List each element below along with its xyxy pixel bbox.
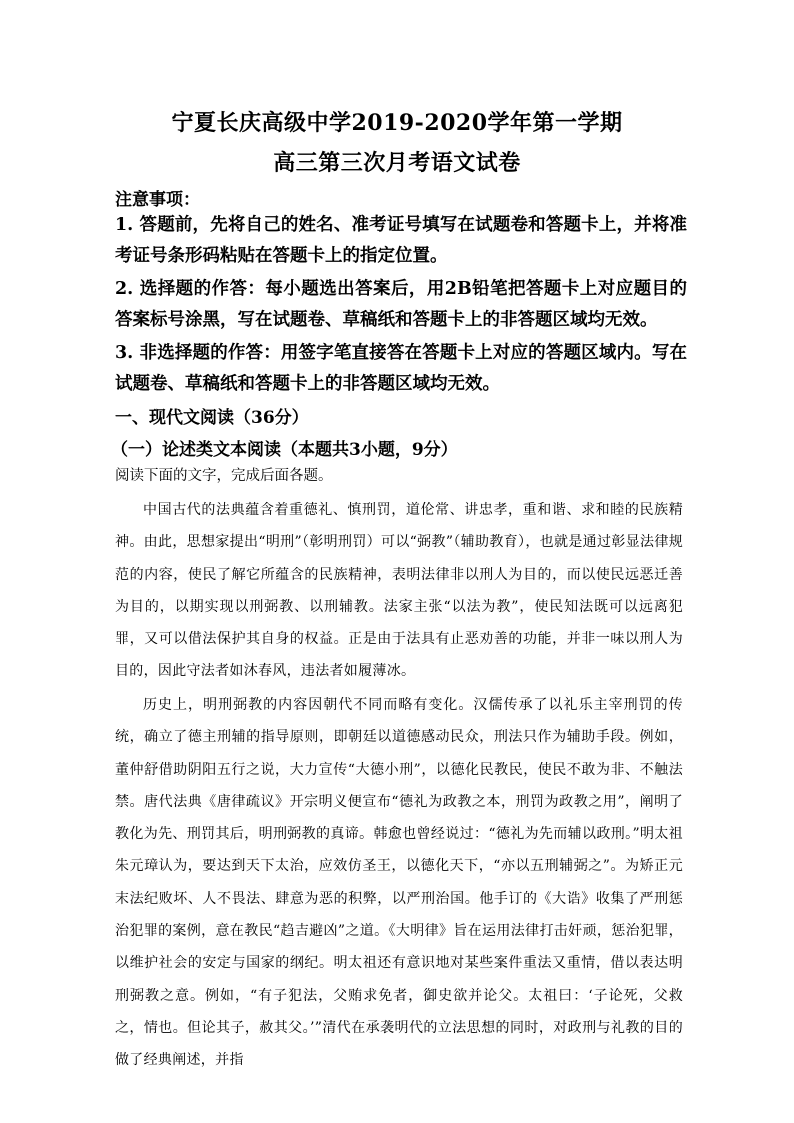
passage-paragraph-2: 历史上，明刑弼教的内容因朝代不同而略有变化。汉儒传承了以礼乐主宰刑罚的传统，确立了德主刑辅的指导原则，即朝廷以道德感动民众，刑法只作为辅助手段。例如，董仲舒借助阴阳五行之说，大力宣传“大德小刑”，以德化民教民，使民不敢为非、不触法禁。唐代法典《唐律疏议》开宗明义便宣布“德礼为政教之本，刑罚为政教之用”，阐明了教化为先、刑罚其后，明刑弼教的真谛。韩愈也曾经说过：“德礼为先而辅以政刑。”明太祖朱元璋认为，要达到天下太治，应效仿圣王，以德化天下，“亦以五刑辅弼之”。为矫正元末法纪败坏、人不畏法、肆意为恶的积弊，以严刑治国。他手订的《大诰》收集了严刑惩治犯罪的案例，意在教民“趋吉避凶”之道。《大明律》旨在运用法律打击奸顽，惩治犯罪，以维护社会的安定与国家的纲纪。明太祖还有意识地对某些案件重法又重情，借以表达明刑弼教之意。例如，“有子犯法，父贿求免者，御史欲并论父。太祖曰：‘子论死，父救之，情也。但论其子，赦其父。’”清代在承袭明代的立法思想的同时，对政刑与礼教的目的做了经典阐述，并指 xyxy=(115,697,683,1069)
section-heading: 一、现代文阅读（36分） xyxy=(115,408,309,428)
document-title-line1: 宁夏长庆高级中学2019-2020学年第一学期 xyxy=(171,110,623,136)
passage-paragraph-1: 中国古代的法典蕴含着重德礼、慎刑罚，道伦常、讲忠孝，重和谐、求和睦的民族精神。由此，思想家提出“明刑”（彰明刑罚）可以“弼教”（辅助教育），也就是通过彰显法律规范的内容，使民了解它所蕴含的民族精神，表明法律非以刑人为目的，而以使民远恶迁善为目的，以期实现以刑弼教、以刑辅教。法家主张“以法为教”，使民知法既可以远离犯罪，又可以借法保护其自身的权益。正是由于法具有止恶劝善的功能，并非一味以刑人为目的，因此守法者如沐春风，违法者如履薄冰。 xyxy=(115,502,683,680)
notice-heading: 注意事项： xyxy=(115,190,200,210)
reading-instruction: 阅读下面的文字，完成后面各题。 xyxy=(115,468,333,484)
notice-item-2: 2. 选择题的作答：每小题选出答案后，用2B铅笔把答题卡上对应题目的答案标号涂黑，写在试题卷、草稿纸和答题卡上的非答题区域均无效。 xyxy=(115,279,687,330)
document-title-line2: 高三第三次月考语文试卷 xyxy=(273,150,521,176)
subsection-heading: （一）论述类文本阅读（本题共3小题，9分） xyxy=(111,440,458,460)
notice-item-3: 3. 非选择题的作答：用签字笔直接答在答题卡上对应的答题区域内。写在试题卷、草稿纸和答题卡上的非答题区域均无效。 xyxy=(115,343,687,394)
notice-item-1: 1. 答题前，先将自己的姓名、准考证号填写在试题卷和答题卡上，并将准考证号条形码粘贴在答题卡上的指定位置。 xyxy=(115,215,687,266)
